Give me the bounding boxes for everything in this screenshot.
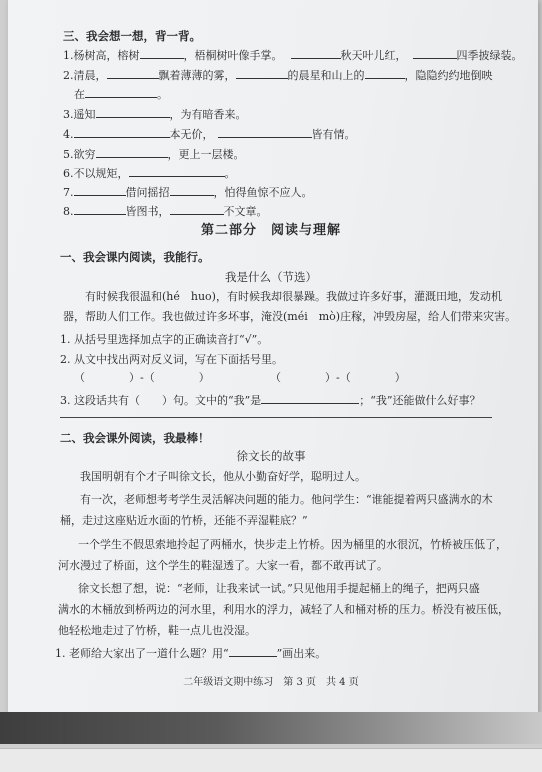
desk-shadow [0, 712, 542, 744]
story-line-2: 有一次，老师想考考学生灵活解决问题的能力。他问学生：“谁能提着两只盛满水的木 [80, 493, 493, 506]
reading-2-heading: 二、我会课外阅读，我最棒！ [60, 431, 210, 445]
reading-1-question-3: 3. 这段话共有（ ）句。文中的“我”是 ；“我”还能做什么好事？ [60, 394, 481, 407]
page-footer: 二年级语文期中练习 第 3 页 共 4 页 [183, 677, 359, 688]
reading-1-para-line-2: 器，帮助人们工作。我也做过许多坏事，淹没(méi mò)庄稼，冲毁房屋，给人们带来灾害。 [63, 310, 517, 323]
story-line-4: 一个学生不假思索地拎起了两桶水，快步走上竹桥。因为桶里的水很沉，竹桥被压低了， [78, 538, 507, 551]
antonym-blanks-1: （ ）-（ ） [74, 371, 210, 384]
antonym-blanks-2: （ ）-（ ） [270, 371, 406, 384]
story-line-1: 我国明朝有个才子叫徐文长，他从小勤奋好学，聪明过人。 [80, 470, 366, 483]
reading-1-question-2: 2. 从文中找出两对反义词，写在下面括号里。 [60, 353, 283, 366]
reading-1-question-1: 1. 从括号里选择加点字的正确读音打“√”。 [60, 333, 269, 346]
reading-1-title: 我是什么（节选） [225, 270, 317, 284]
reading-1-para-line-1: 有时候我很温和(hé huo)，有时候我却很暴躁。我做过许多好事，灌溉田地，发动机 [85, 290, 502, 303]
story-line-5: 河水漫过了桥面，这个学生的鞋湿透了。大家一看，都不敢再试了。 [58, 559, 388, 572]
item-7: 7. 借问摇招 ，怕得鱼惊不应人。 [63, 186, 313, 199]
reading-2-question-1: 1. 老师给大家出了一道什么题？用“ ”画出来。 [55, 647, 327, 660]
story-line-8: 他轻松地走过了竹桥，鞋一点儿也没湿。 [58, 624, 256, 637]
item-4: 4. 本无价， 皆有情。 [63, 128, 356, 141]
answer-line [60, 417, 492, 418]
item-5: 5.欲穷 ，更上一层楼。 [63, 148, 245, 161]
item-6: 6.不以规矩， 。 [63, 167, 236, 180]
reading-1-heading: 一、我会课内阅读，我能行。 [60, 250, 210, 264]
section-3-heading: 三、我会想一想，背一背。 [63, 29, 201, 43]
reading-2-title: 徐文长的故事 [236, 449, 306, 463]
next-page-edge [0, 748, 542, 772]
story-line-7: 满水的木桶放到桥两边的河水里，利用水的浮力，减轻了人和桶对桥的压力。桥没有被压低， [58, 603, 509, 616]
item-1: 1.杨树高，榕树 ，梧桐树叶像手掌。 秋天叶儿红， 四季披绿装。 [63, 49, 523, 62]
item-8: 8. 皆图书， 不文章。 [63, 205, 268, 218]
story-line-6: 徐文长想了想，说：“老师，让我来试一试。”只见他用手提起桶上的绳子，把两只盛 [78, 582, 480, 595]
item-2: 2.清晨， 飘着薄薄的雾， 的晨星和山上的 ，隐隐约约地倒映 [63, 69, 493, 82]
item-2-cont: 在 。 [74, 88, 168, 101]
item-3: 3.遥知 ，为有暗香来。 [63, 108, 247, 121]
part-two-title: 第二部分 阅读与理解 [200, 223, 341, 238]
story-line-3: 桶，走过这座贴近水面的竹桥，还能不弄湿鞋底？” [60, 514, 308, 527]
